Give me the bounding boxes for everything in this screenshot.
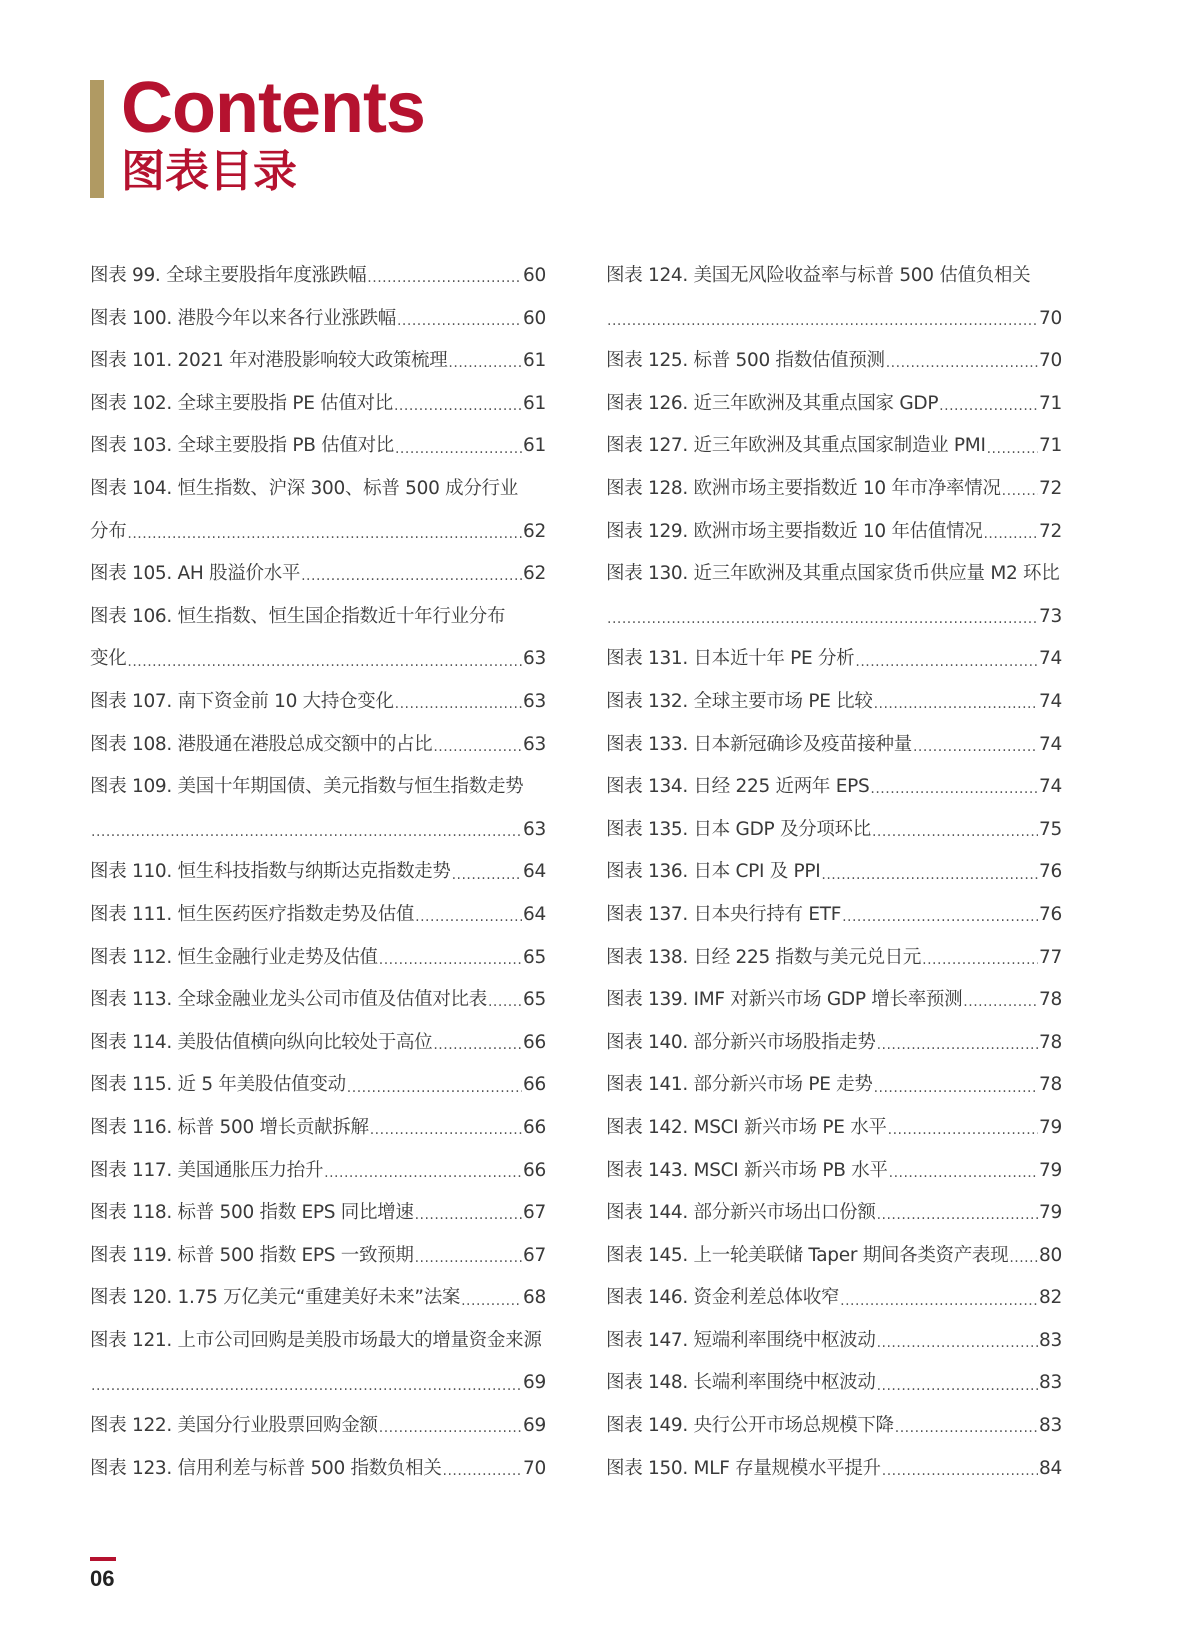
toc-entry-page: 74: [1039, 733, 1062, 755]
page-number: 06: [90, 1566, 115, 1591]
toc-entry-page: 63: [523, 690, 546, 712]
toc-entry[interactable]: [606, 553, 1062, 596]
toc-entry[interactable]: [606, 298, 1062, 341]
toc-entry-page: 78: [1039, 1074, 1062, 1096]
toc-entry-page: 66: [523, 1074, 546, 1096]
dot-leader: [877, 1034, 1038, 1052]
toc-entry-page: 76: [1039, 861, 1062, 883]
dot-leader: [895, 1417, 1038, 1435]
toc-entry[interactable]: [90, 1448, 546, 1491]
toc-entry[interactable]: [90, 1022, 546, 1065]
toc-entry-page: 83: [1039, 1415, 1062, 1437]
toc-entry-page: 65: [523, 989, 546, 1011]
dot-leader: [433, 1034, 522, 1052]
dot-leader: [888, 1119, 1038, 1137]
toc-entry[interactable]: [606, 681, 1062, 724]
toc-entry-page: 68: [523, 1287, 546, 1309]
dot-leader: [922, 949, 1038, 967]
toc-entry[interactable]: [606, 638, 1062, 681]
toc-entry[interactable]: [606, 596, 1062, 639]
toc-entry[interactable]: [606, 383, 1062, 426]
toc-entry[interactable]: [606, 851, 1062, 894]
toc-entry-page: 72: [1039, 478, 1062, 500]
toc-entry-page: 61: [523, 350, 546, 372]
toc-entry-label: 图表 127. 近三年欧洲及其重点国家制造业 PMI: [606, 435, 986, 457]
toc-entry[interactable]: [606, 1235, 1062, 1278]
toc-entry[interactable]: [606, 425, 1062, 468]
toc-entry-page: 64: [523, 861, 546, 883]
toc-entry-label: 图表 99. 全球主要股指年度涨跌幅: [90, 265, 367, 287]
toc-entry[interactable]: [606, 766, 1062, 809]
toc-entry-label: 图表 142. MSCI 新兴市场 PE 水平: [606, 1116, 887, 1138]
toc-entry[interactable]: [606, 1277, 1062, 1320]
page-title-chinese: 图表目录: [121, 146, 297, 197]
dot-leader: [443, 1460, 523, 1478]
dot-leader: [347, 1077, 522, 1095]
toc-entry-label: 图表 147. 短端利率围绕中枢波动: [606, 1329, 876, 1351]
toc-entry[interactable]: [90, 1405, 546, 1448]
toc-entry-page: 83: [1039, 1329, 1062, 1351]
toc-entry[interactable]: [90, 468, 546, 511]
toc-entry[interactable]: [90, 979, 546, 1022]
toc-entry-label: 图表 132. 全球主要市场 PE 比较: [606, 690, 873, 712]
toc-entry-label: 图表 107. 南下资金前 10 大持仓变化: [90, 690, 394, 712]
toc-entry[interactable]: [90, 511, 546, 554]
toc-entry-label: 图表 125. 标普 500 指数估值预测: [606, 350, 885, 372]
toc-entry-label: 分布: [90, 520, 127, 542]
toc-entry-page: 80: [1039, 1244, 1062, 1266]
dot-leader: [983, 523, 1038, 541]
dot-leader: [367, 267, 522, 285]
dot-leader: [1002, 480, 1038, 498]
dot-leader: [889, 1162, 1038, 1180]
toc-entry-label: 图表 119. 标普 500 指数 EPS 一致预期: [90, 1244, 414, 1266]
toc-entry-page: 74: [1039, 776, 1062, 798]
dot-leader: [461, 1290, 522, 1308]
toc-entry-label: 图表 135. 日本 GDP 及分项环比: [606, 818, 871, 840]
toc-entry-label: 图表 145. 上一轮美联储 Taper 期间各类资产表现: [606, 1244, 1009, 1266]
toc-entry-page: 73: [1039, 605, 1062, 627]
toc-entry[interactable]: [606, 724, 1062, 767]
dot-leader: [607, 608, 1038, 626]
toc-entry-page: 76: [1039, 903, 1062, 925]
toc-entry[interactable]: [606, 1405, 1062, 1448]
dot-leader: [415, 1204, 522, 1222]
toc-column-left: [90, 255, 546, 1490]
toc-entry-page: 75: [1039, 818, 1062, 840]
toc-entry[interactable]: [606, 1362, 1062, 1405]
dot-leader: [394, 395, 522, 413]
toc-entry-label: 图表 109. 美国十年期国债、美元指数与恒生指数走势: [90, 776, 524, 798]
toc-entry-label: 图表 105. AH 股溢价水平: [90, 563, 301, 585]
toc-entry[interactable]: [90, 894, 546, 937]
toc-entry[interactable]: [606, 511, 1062, 554]
dot-leader: [301, 565, 522, 583]
toc-entry[interactable]: [90, 1362, 546, 1405]
toc-entry[interactable]: [90, 809, 546, 852]
toc-entry-page: 79: [1039, 1159, 1062, 1181]
dot-leader: [877, 1375, 1038, 1393]
toc-entry-page: 67: [523, 1202, 546, 1224]
toc-entry-page: 61: [523, 435, 546, 457]
toc-entry-label: 图表 129. 欧洲市场主要指数近 10 年估值情况: [606, 520, 983, 542]
toc-entry-page: 65: [523, 946, 546, 968]
toc-entry[interactable]: [90, 596, 546, 639]
toc-entry-page: 74: [1039, 690, 1062, 712]
toc-entry[interactable]: [90, 1149, 546, 1192]
toc-entry[interactable]: [90, 298, 546, 341]
toc-entry[interactable]: [90, 383, 546, 426]
toc-entry[interactable]: [606, 1192, 1062, 1235]
toc-entry[interactable]: [90, 1277, 546, 1320]
toc-entry[interactable]: [90, 851, 546, 894]
toc-entry-label: 图表 117. 美国通胀压力抬升: [90, 1159, 324, 1181]
toc-entry[interactable]: [606, 1320, 1062, 1363]
toc-entry-label: 图表 134. 日经 225 近两年 EPS: [606, 776, 870, 798]
toc-entry-page: 66: [523, 1116, 546, 1138]
toc-entry-page: 78: [1039, 989, 1062, 1011]
dot-leader: [874, 1077, 1038, 1095]
toc-entry-label: 图表 108. 港股通在港股总成交额中的占比: [90, 733, 433, 755]
dot-leader: [963, 991, 1038, 1009]
toc-entry-label: 图表 102. 全球主要股指 PE 估值对比: [90, 392, 393, 414]
dot-leader: [324, 1162, 522, 1180]
dot-leader: [415, 1247, 522, 1265]
dot-leader: [877, 1204, 1038, 1222]
toc-entry[interactable]: [606, 894, 1062, 937]
dot-leader: [448, 352, 522, 370]
dot-leader: [395, 693, 522, 711]
dot-leader: [91, 821, 522, 839]
toc-entry-page: 70: [523, 1457, 546, 1479]
dot-leader: [91, 1375, 522, 1393]
toc-entry[interactable]: [90, 638, 546, 681]
dot-leader: [127, 651, 522, 669]
dot-leader: [886, 352, 1038, 370]
dot-leader: [870, 778, 1038, 796]
toc-entry-label: 图表 110. 恒生科技指数与纳斯达克指数走势: [90, 861, 451, 883]
toc-entry-label: 图表 131. 日本近十年 PE 分析: [606, 648, 855, 670]
toc-entry-label: 图表 124. 美国无风险收益率与标普 500 估值负相关: [606, 265, 1031, 287]
toc-entry-label: 图表 104. 恒生指数、沪深 300、标普 500 成分行业: [90, 478, 518, 500]
toc-entry-label: 图表 115. 近 5 年美股估值变动: [90, 1074, 346, 1096]
title-accent-bar: [90, 80, 104, 198]
toc-entry-page: 69: [523, 1415, 546, 1437]
dot-leader: [379, 1417, 522, 1435]
toc-entry[interactable]: [606, 1022, 1062, 1065]
toc-entry-label: 图表 112. 恒生金融行业走势及估值: [90, 946, 378, 968]
toc-entry-label: 图表 114. 美股估值横向纵向比较处于高位: [90, 1031, 433, 1053]
toc-entry[interactable]: [606, 1107, 1062, 1150]
dot-leader: [415, 906, 522, 924]
dot-leader: [882, 1460, 1038, 1478]
dot-leader: [379, 949, 522, 967]
footer-accent-line: [90, 1557, 116, 1561]
toc-entry-label: 图表 148. 长端利率围绕中枢波动: [606, 1372, 876, 1394]
toc-entry-page: 69: [523, 1372, 546, 1394]
toc-column-right: [606, 255, 1062, 1490]
toc-entry[interactable]: [90, 681, 546, 724]
toc-entry[interactable]: [606, 340, 1062, 383]
toc-entry[interactable]: [606, 1064, 1062, 1107]
dot-leader: [842, 906, 1038, 924]
toc-entry-label: 图表 149. 央行公开市场总规模下降: [606, 1415, 894, 1437]
toc-entry[interactable]: [90, 340, 546, 383]
toc-entry-page: 62: [523, 520, 546, 542]
toc-entry[interactable]: [90, 724, 546, 767]
toc-entry-page: 63: [523, 818, 546, 840]
toc-entry-label: 图表 130. 近三年欧洲及其重点国家货币供应量 M2 环比: [606, 563, 1060, 585]
toc-entry[interactable]: [90, 1192, 546, 1235]
toc-entry-page: 70: [1039, 307, 1062, 329]
toc-entry-label: 图表 138. 日经 225 指数与美元兑日元: [606, 946, 922, 968]
dot-leader: [433, 736, 522, 754]
toc-entry[interactable]: [606, 937, 1062, 980]
dot-leader: [370, 1119, 522, 1137]
toc-entry-label: 图表 146. 资金利差总体收窄: [606, 1287, 840, 1309]
toc-entry-page: 77: [1039, 946, 1062, 968]
toc-entry-page: 67: [523, 1244, 546, 1266]
toc-entry-label: 图表 116. 标普 500 增长贡献拆解: [90, 1116, 369, 1138]
toc-entry-label: 图表 103. 全球主要股指 PB 估值对比: [90, 435, 394, 457]
toc-entry-page: 70: [1039, 350, 1062, 372]
toc-entry-label: 图表 118. 标普 500 指数 EPS 同比增速: [90, 1202, 414, 1224]
toc-entry-label: 图表 111. 恒生医药医疗指数走势及估值: [90, 903, 415, 925]
toc-entry-label: 图表 123. 信用利差与标普 500 指数负相关: [90, 1457, 442, 1479]
toc-entry[interactable]: [90, 1320, 546, 1363]
toc-entry-label: 图表 136. 日本 CPI 及 PPI: [606, 861, 821, 883]
toc-entry[interactable]: [90, 1235, 546, 1278]
toc-entry-label: 图表 121. 上市公司回购是美股市场最大的增量资金来源: [90, 1329, 542, 1351]
dot-leader: [607, 310, 1038, 328]
toc-entry-label: 图表 137. 日本央行持有 ETF: [606, 903, 842, 925]
toc-entry-label: 图表 100. 港股今年以来各行业涨跌幅: [90, 307, 396, 329]
toc-entry-page: 82: [1039, 1287, 1062, 1309]
toc-entry-label: 图表 120. 1.75 万亿美元“重建美好未来”法案: [90, 1287, 461, 1309]
dot-leader: [840, 1290, 1038, 1308]
toc-entry-page: 66: [523, 1031, 546, 1053]
page-title-english: Contents: [121, 68, 425, 148]
toc-entry-page: 79: [1039, 1202, 1062, 1224]
toc-entry-page: 66: [523, 1159, 546, 1181]
toc-entry-label: 图表 106. 恒生指数、恒生国企指数近十年行业分布: [90, 605, 506, 627]
toc-entry-page: 63: [523, 733, 546, 755]
dot-leader: [821, 864, 1038, 882]
toc-entry-page: 84: [1039, 1457, 1062, 1479]
toc-entry[interactable]: [90, 553, 546, 596]
toc-entry-page: 71: [1039, 435, 1062, 457]
toc-entry-page: 74: [1039, 648, 1062, 670]
toc-entry[interactable]: [90, 255, 546, 298]
toc-entry-label: 图表 143. MSCI 新兴市场 PB 水平: [606, 1159, 888, 1181]
toc-entry-label: 图表 150. MLF 存量规模水平提升: [606, 1457, 881, 1479]
toc-entry[interactable]: [606, 1448, 1062, 1491]
dot-leader: [488, 991, 522, 1009]
toc-entry[interactable]: [606, 468, 1062, 511]
toc-entry-page: 64: [523, 903, 546, 925]
toc-entry-label: 变化: [90, 648, 127, 670]
toc-entry[interactable]: [90, 937, 546, 980]
toc-entry-label: 图表 122. 美国分行业股票回购金额: [90, 1415, 378, 1437]
dot-leader: [127, 523, 522, 541]
toc-entry-page: 79: [1039, 1116, 1062, 1138]
toc-entry-label: 图表 140. 部分新兴市场股指走势: [606, 1031, 876, 1053]
dot-leader: [452, 864, 522, 882]
dot-leader: [397, 310, 522, 328]
toc-entry-label: 图表 128. 欧洲市场主要指数近 10 年市净率情况: [606, 478, 1001, 500]
toc-entry-label: 图表 133. 日本新冠确诊及疫苗接种量: [606, 733, 912, 755]
dot-leader: [987, 438, 1038, 456]
toc-entry-label: 图表 141. 部分新兴市场 PE 走势: [606, 1074, 873, 1096]
dot-leader: [395, 438, 522, 456]
toc-entry-page: 72: [1039, 520, 1062, 542]
toc-entry[interactable]: [606, 1149, 1062, 1192]
toc-entry[interactable]: [606, 255, 1062, 298]
toc-entry[interactable]: [90, 1107, 546, 1150]
toc-entry[interactable]: [90, 1064, 546, 1107]
toc-entry-label: 图表 126. 近三年欧洲及其重点国家 GDP: [606, 392, 939, 414]
toc-entry-page: 60: [523, 265, 546, 287]
dot-leader: [913, 736, 1038, 754]
dot-leader: [877, 1332, 1038, 1350]
dot-leader: [874, 693, 1038, 711]
toc-entry-page: 61: [523, 392, 546, 414]
dot-leader: [939, 395, 1038, 413]
toc-entry-label: 图表 144. 部分新兴市场出口份额: [606, 1202, 876, 1224]
toc-entry-page: 62: [523, 563, 546, 585]
dot-leader: [855, 651, 1038, 669]
toc-entry-page: 60: [523, 307, 546, 329]
toc-entry-page: 63: [523, 648, 546, 670]
toc-entry[interactable]: [606, 979, 1062, 1022]
toc-entry-label: 图表 139. IMF 对新兴市场 GDP 增长率预测: [606, 989, 963, 1011]
toc-entry-page: 78: [1039, 1031, 1062, 1053]
dot-leader: [872, 821, 1038, 839]
dot-leader: [1009, 1247, 1038, 1265]
toc-entry[interactable]: [606, 809, 1062, 852]
toc-entry[interactable]: [90, 425, 546, 468]
toc-entry-page: 71: [1039, 392, 1062, 414]
toc-entry-label: 图表 113. 全球金融业龙头公司市值及估值对比表: [90, 989, 487, 1011]
toc-entry-page: 83: [1039, 1372, 1062, 1394]
toc-entry[interactable]: [90, 766, 546, 809]
toc-entry-label: 图表 101. 2021 年对港股影响较大政策梳理: [90, 350, 448, 372]
